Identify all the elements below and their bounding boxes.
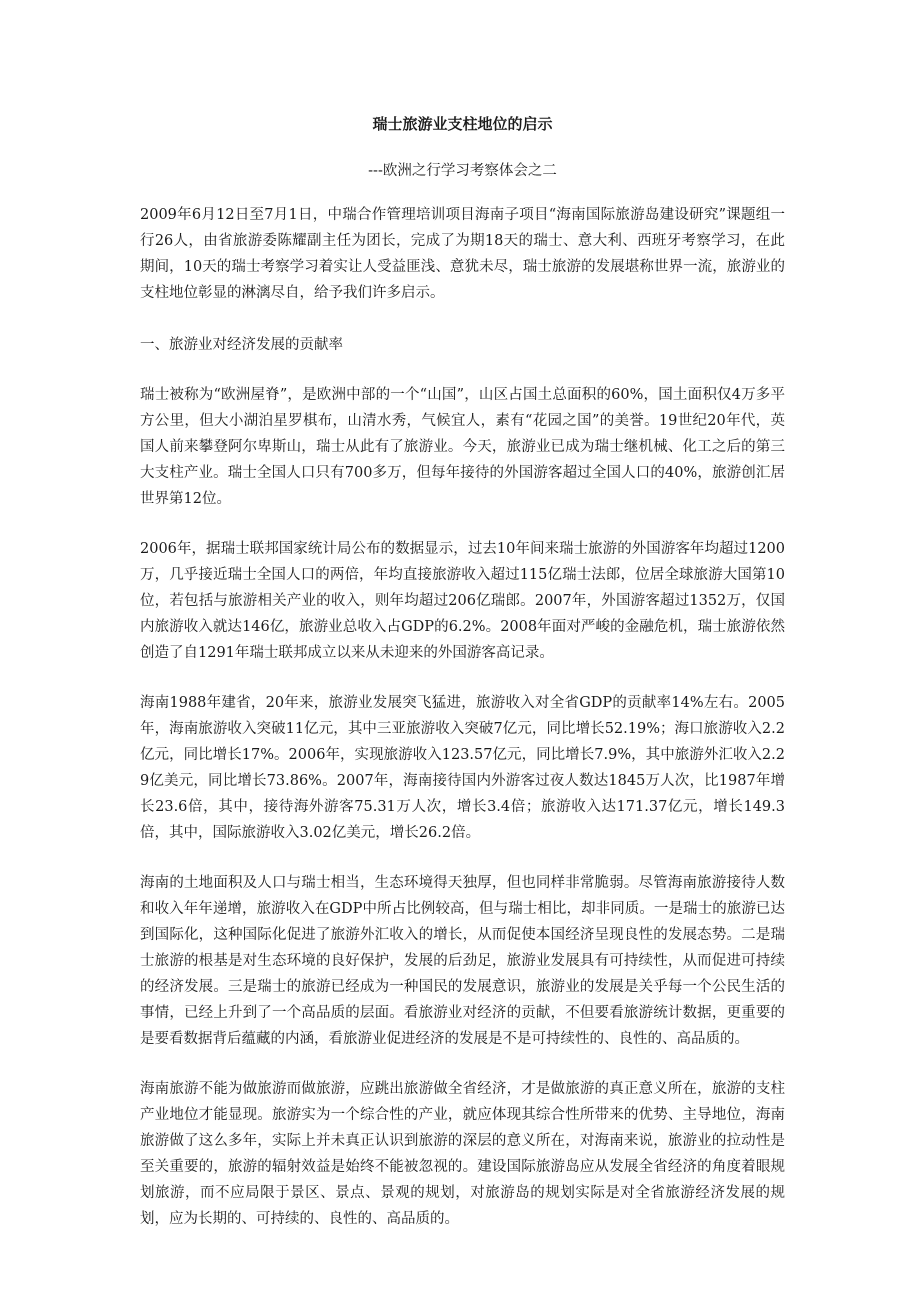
paragraph-hainan-statistics: 海南1988年建省，20年来，旅游业发展突飞猛进，旅游收入对全省GDP的贡献率14%左右。2005年，海南旅游收入突破11亿元，其中三亚旅游收入突破7亿元，同比增长52.19%；海口旅游收入2.2亿元，同比增长17%。2006年，实现旅游收入123.57亿元，同比增长7.9%，其中旅游外汇收入2.29亿美元，同比增长73.86%。2007年，海南接待国内外游客过夜人数达1845万人次，比1987年增长23.6倍，其中，接待海外游客75.31万人次，增长3.4倍；旅游收入达171.37亿元，增长149.3倍，其中，国际旅游收入3.02亿美元，增长26.2倍。 bbox=[140, 695, 785, 841]
intro-paragraph: 2009年6月12日至7月1日，中瑞合作管理培训项目海南子项目“海南国际旅游岛建设研究”课题组一行26人，由省旅游委陈耀副主任为团长，完成了为期18天的瑞士、意大利、西班牙考察学习，在此期间，10天的瑞士考察学习着实让人受益匪浅、意犹未尽，瑞士旅游的发展堪称世界一流，旅游业的支柱地位彰显的淋漓尽自，给予我们许多启示。 bbox=[140, 207, 785, 301]
section-heading: 一、旅游业对经济发展的贡献率 bbox=[140, 337, 343, 353]
document-subtitle: ---欧洲之行学习考察体会之二 bbox=[368, 163, 557, 179]
document-title: 瑞士旅游业支柱地位的启示 bbox=[372, 115, 553, 133]
paragraph-switzerland-statistics: 2006年，据瑞士联邦国家统计局公布的数据显示，过去10年间来瑞士旅游的外国游客年均超过1200万，几乎接近瑞士全国人口的两倍，年均直接旅游收入超过115亿瑞士法郎，位居全球旅游大国第10位，若包括与旅游相关产业的收入，则年均超过206亿瑞郎。2007年，外国游客超过1352万，仅国内旅游收入就达146亿，旅游业总收入占GDP的6.2%。2008年面对严峻的金融危机，瑞士旅游依然创造了自1291年瑞士联邦成立以来从未迎来的外国游客高记录。 bbox=[140, 541, 785, 661]
paragraph-switzerland-overview: 瑞士被称为“欧洲屋脊”，是欧洲中部的一个“山国”，山区占国土总面积的60%，国土面积仅4万多平方公里，但大小湖泊星罗棋布，山清水秀，气候宜人，素有“花园之国”的美誉。19世纪20年代，英国人前来攀登阿尔卑斯山，瑞士从此有了旅游业。今天，旅游业已成为瑞士继机械、化工之后的第三大支柱产业。瑞士全国人口只有700多万，但每年接待的外国游客超过全国人口的40%，旅游创汇居世界第12位。 bbox=[140, 387, 785, 507]
document-page bbox=[140, 110, 785, 1232]
paragraph-comparison: 海南的土地面积及人口与瑞士相当，生态环境得天独厚，但也同样非常脆弱。尽管海南旅游接待人数和收入年年递增，旅游收入在GDP中所占比例较高，但与瑞士相比，却非同质。一是瑞士的旅游已达到国际化，这种国际化促进了旅游外汇收入的增长，从而促使本国经济呈现良性的发展态势。二是瑞士旅游的根基是对生态环境的良好保护，发展的后劲足，旅游业发展具有可持续性，从而促进可持续的经济发展。三是瑞士的旅游已经成为一种国民的发展意识，旅游业的发展是关乎每一个公民生活的事情，已经上升到了一个高品质的层面。看旅游业对经济的贡献，不但要看旅游统计数据，更重要的是要看数据背后蕴藏的内涵，看旅游业促进经济的发展是不是可持续性的、良性的、高品质的。 bbox=[140, 875, 785, 1047]
paragraph-conclusion: 海南旅游不能为做旅游而做旅游，应跳出旅游做全省经济，才是做旅游的真正意义所在，旅游的支柱产业地位才能显现。旅游实为一个综合性的产业，就应体现其综合性所带来的优势、主导地位，海南旅游做了这么多年，实际上并未真正认识到旅游的深层的意义所在，对海南来说，旅游业的拉动性是至关重要的，旅游的辐射效益是始终不能被忽视的。建设国际旅游岛应从发展全省经济的角度着眼规划旅游，而不应局限于景区、景点、景观的规划，对旅游岛的规划实际是对全省旅游经济发展的规划，应为长期的、可持续的、良性的、高品质的。 bbox=[140, 1081, 785, 1227]
